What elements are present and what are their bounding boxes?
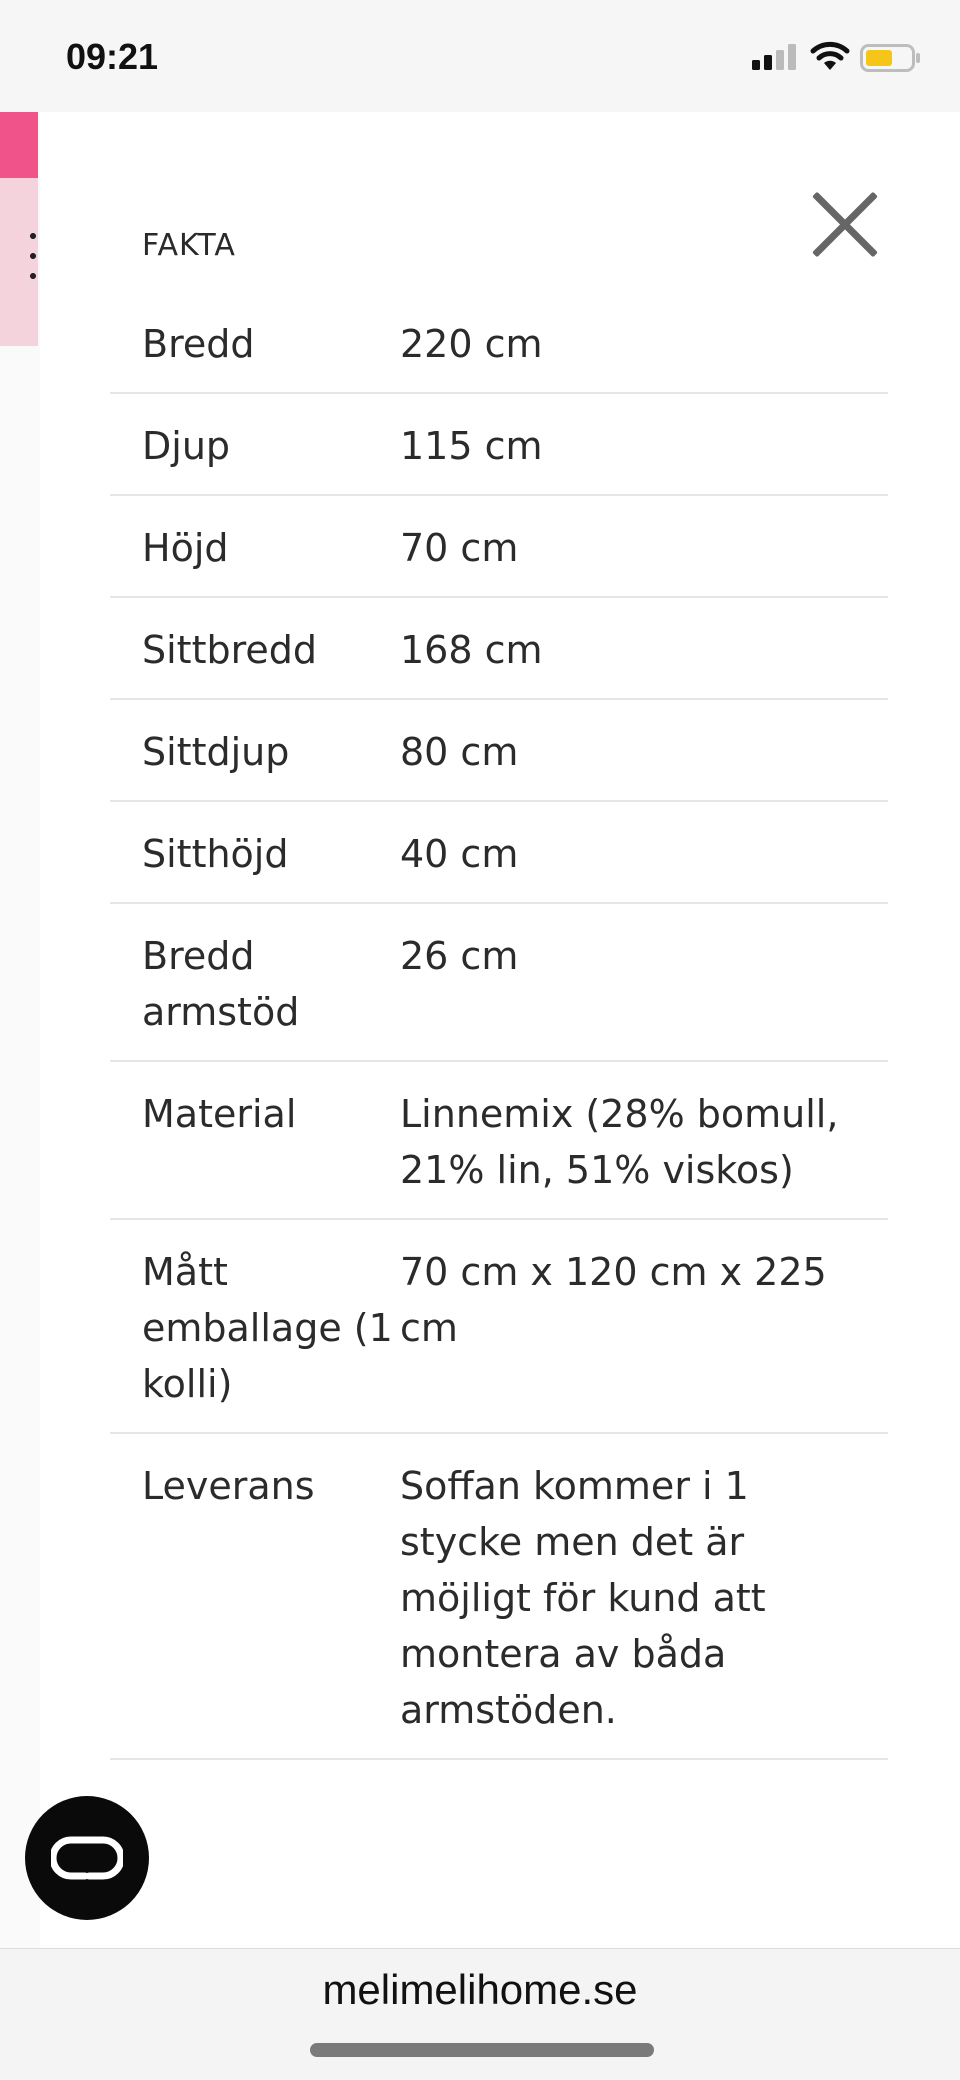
drawer-title: FAKTA <box>142 228 236 263</box>
chat-icon <box>51 1830 123 1886</box>
fact-label: Sittbredd <box>142 628 318 672</box>
fact-value: 70 cm x 120 cm x 225 cm <box>400 1250 827 1350</box>
fact-row-hojd <box>110 496 888 598</box>
cellular-signal-icon <box>752 44 800 70</box>
fact-row-sittdjup <box>110 700 888 802</box>
status-bar <box>0 0 960 112</box>
fact-label: Mått emballage (1 kolli) <box>142 1250 393 1406</box>
fact-label: Material <box>142 1092 297 1136</box>
close-icon[interactable] <box>808 188 882 262</box>
battery-icon <box>860 44 922 72</box>
fact-value: 115 cm <box>400 424 543 468</box>
fact-value: 80 cm <box>400 730 519 774</box>
fact-row-leverans <box>110 1434 888 1760</box>
fact-label: Sitthöjd <box>142 832 289 876</box>
fact-row-djup <box>110 394 888 496</box>
wifi-icon <box>810 40 850 72</box>
fact-row-matt-emballage <box>110 1220 888 1434</box>
fact-value: 168 cm <box>400 628 543 672</box>
fact-value: 26 cm <box>400 934 519 978</box>
fact-row-material <box>110 1062 888 1220</box>
fact-label: Höjd <box>142 526 229 570</box>
browser-url[interactable]: melimelihome.se <box>322 1966 638 2013</box>
fact-row-bredd <box>110 292 888 394</box>
status-time: 09:21 <box>66 36 159 77</box>
fact-value: 70 cm <box>400 526 519 570</box>
fact-label: Djup <box>142 424 231 468</box>
fact-value: 220 cm <box>400 322 543 366</box>
fact-label: Leverans <box>142 1464 315 1508</box>
fact-value: Soffan kommer i 1 stycke men det är möjligt för kund att montera av båda armstöden. <box>400 1464 766 1732</box>
fact-label: Bredd armstöd <box>142 934 300 1034</box>
fact-row-sittbredd <box>110 598 888 700</box>
fact-row-sitthojd <box>110 802 888 904</box>
fact-value: Linnemix (28% bomull, 21% lin, 51% viskos) <box>400 1092 839 1192</box>
fact-label: Bredd <box>142 322 255 366</box>
background-page <box>0 112 40 1948</box>
fact-value: 40 cm <box>400 832 519 876</box>
fact-row-bredd-armstod <box>110 904 888 1062</box>
fact-label: Sittdjup <box>142 730 290 774</box>
menu-icon[interactable] <box>30 226 36 284</box>
home-indicator[interactable] <box>310 2043 654 2057</box>
facts-table <box>110 292 888 1760</box>
background-banner <box>0 112 38 178</box>
chat-button[interactable] <box>25 1796 149 1920</box>
